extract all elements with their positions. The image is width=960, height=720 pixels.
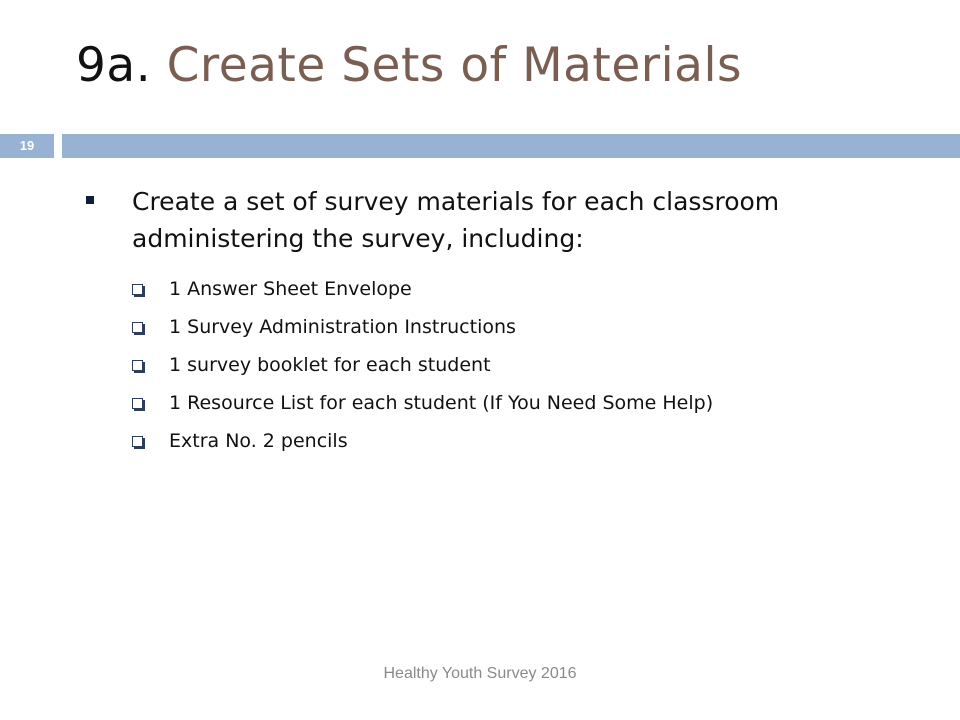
checkbox-bullet-icon — [132, 284, 143, 295]
sub-bullet-text: 1 Answer Sheet Envelope — [169, 278, 412, 300]
sub-bullet-item — [132, 422, 906, 460]
slide-title — [76, 38, 742, 93]
sub-bullet-item — [132, 270, 906, 308]
main-bullet — [86, 183, 906, 257]
title-prefix: 9a. — [76, 38, 152, 93]
sub-bullet-text: 1 Survey Administration Instructions — [169, 316, 516, 338]
sub-bullet-text: 1 Resource List for each student (If You Need Some Help) — [169, 392, 714, 414]
checkbox-bullet-icon — [132, 436, 143, 447]
sub-bullet-item — [132, 384, 906, 422]
square-bullet-icon — [86, 196, 94, 204]
sub-bullet-text: Extra No. 2 pencils — [169, 430, 348, 452]
header-rule-bar — [62, 134, 960, 158]
slide-footer: Healthy Youth Survey 2016 — [383, 665, 577, 682]
slide-content — [86, 183, 906, 460]
sub-bullet-text: 1 survey booklet for each student — [169, 354, 491, 376]
sub-bullet-list — [86, 270, 906, 460]
title-accent: Create Sets of Materials — [166, 38, 742, 93]
checkbox-bullet-icon — [132, 322, 143, 333]
checkbox-bullet-icon — [132, 398, 143, 409]
sub-bullet-item — [132, 308, 906, 346]
sub-bullet-item — [132, 346, 906, 384]
slide-number: 19 — [0, 134, 54, 158]
checkbox-bullet-icon — [132, 360, 143, 371]
main-bullet-text: Create a set of survey materials for each classroom administering the survey, including: — [132, 187, 780, 253]
